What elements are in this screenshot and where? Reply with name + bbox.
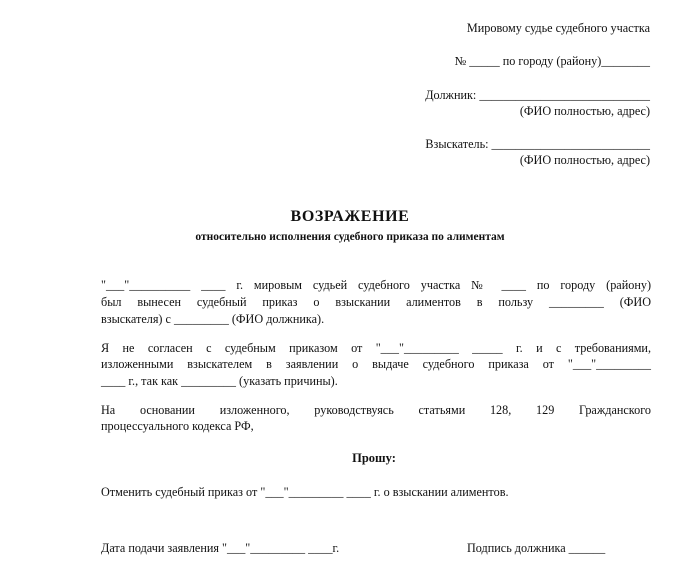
paragraph-2-line-1: Я не согласен с судебным приказом от "___"_________ _____ г. и с требованиями,: [101, 341, 651, 355]
paragraph-3-line-1: На основании изложенного, руководствуясь статьями 128, 129 Гражданского: [101, 403, 651, 417]
claimant-line: Взыскатель: __________________________: [425, 137, 650, 151]
request-text: Отменить судебный приказ от "___"_________ ____ г. о взыскании алиментов.: [101, 485, 509, 499]
paragraph-2-line-2: изложенными взыскателем в заявлении о выдаче судебного приказа от "___"_________: [101, 357, 651, 371]
paragraph-1-line-1: "___"__________ ____ г. мировым судьей судебного участка № ____ по городу (району): [101, 278, 651, 292]
paragraph-2-line-3: ____ г., так как _________ (указать причины).: [101, 374, 338, 388]
paragraph-1-line-2: был вынесен судебный приказ о взыскании алиментов в пользу _________ (ФИО: [101, 295, 651, 309]
debtor-line: Должник: ____________________________: [425, 88, 650, 102]
paragraph-3-line-2: процессуального кодекса РФ,: [101, 419, 254, 433]
addressee-line: Мировому судье судебного участка: [466, 21, 650, 35]
document-title: ВОЗРАЖЕНИЕ: [290, 208, 410, 225]
debtor-hint: (ФИО полностью, адрес): [519, 104, 650, 118]
district-line: № _____ по городу (району)________: [454, 54, 650, 68]
debtor-signature: Подпись должника ______: [467, 541, 606, 555]
submission-date: Дата подачи заявления "___"_________ ____г.: [101, 541, 340, 555]
document-subtitle: относительно исполнения судебного приказа по алиментам: [195, 231, 505, 243]
paragraph-1-line-3: взыскателя) с _________ (ФИО должника).: [101, 312, 325, 326]
claimant-hint: (ФИО полностью, адрес): [519, 153, 650, 167]
request-heading: Прошу:: [352, 451, 396, 465]
